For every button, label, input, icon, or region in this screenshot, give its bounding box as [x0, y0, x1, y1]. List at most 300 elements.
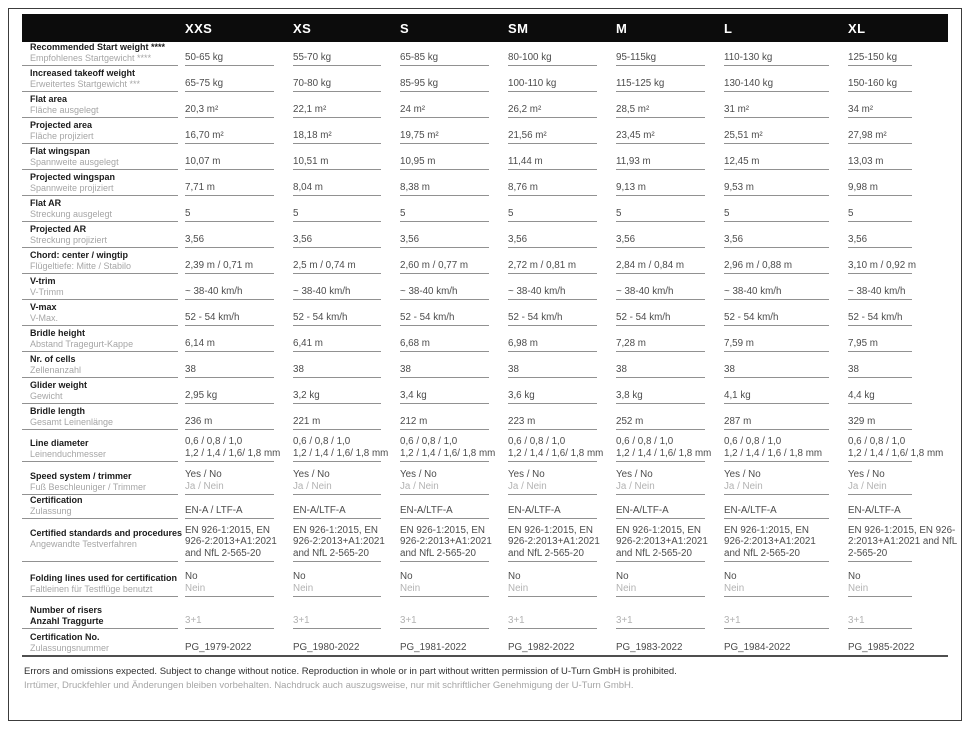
spec-row [22, 42, 948, 66]
value-cell [400, 326, 489, 352]
cell-value: 5 [508, 207, 514, 219]
value-cell [724, 352, 829, 378]
row-label-de: Zulassung [30, 505, 72, 516]
row-label-de: Streckung ausgelegt [30, 208, 113, 219]
value-cell [724, 66, 829, 92]
spec-row [22, 170, 948, 196]
value-cell [293, 518, 385, 562]
cell-value: 3+1 [185, 614, 202, 626]
value-cell [293, 352, 381, 378]
value-cell [616, 274, 705, 300]
value-cell [293, 222, 381, 248]
cell-value: 5 [724, 207, 730, 219]
cell-value: 3,56 [616, 233, 636, 245]
cell-value: Ja / Nein [293, 480, 332, 492]
value-cell [724, 248, 829, 274]
row-label-de: V-Trimm [30, 286, 64, 297]
cell-value: 27,98 m² [848, 129, 887, 141]
value-cell [616, 300, 705, 326]
cell-value: Yes / No [616, 469, 653, 480]
footer-disclaimer [22, 665, 948, 693]
value-cell [724, 326, 829, 352]
cell-value: 7,95 m [848, 337, 878, 349]
column-header-xxs: XXS [185, 20, 213, 36]
cell-value: 80-100 kg [508, 51, 552, 63]
cell-value: 10,95 m [400, 155, 436, 167]
cell-value: 7,71 m [185, 181, 215, 193]
cell-value: 1,2 / 1,4 / 1,6/ 1,8 mm [848, 447, 944, 459]
cell-value: 85-95 kg [400, 77, 439, 89]
row-label-cell [22, 300, 178, 326]
cell-value: Nein [508, 582, 529, 594]
value-cell [848, 300, 912, 326]
value-cell [848, 92, 912, 118]
value-cell [400, 170, 489, 196]
value-cell [185, 326, 274, 352]
value-cell [400, 352, 489, 378]
column-header-m: M [616, 20, 628, 36]
cell-value: 130-140 kg [724, 77, 774, 89]
value-cell [185, 42, 274, 66]
spec-row [22, 518, 958, 562]
row-label-cell [22, 378, 178, 404]
cell-value: 3,56 [293, 233, 313, 245]
value-cell [293, 495, 381, 519]
value-cell [508, 92, 597, 118]
value-cell [724, 378, 829, 404]
value-cell [400, 248, 489, 274]
cell-value: and NfL 2-565-20 [616, 547, 692, 559]
value-cell [616, 196, 705, 222]
column-header-s: S [400, 20, 410, 36]
cell-value: 926-2:2013+A1:2021 [508, 536, 600, 547]
cell-value: Yes / No [724, 469, 761, 480]
value-cell [616, 248, 705, 274]
cell-value: 6,14 m [185, 337, 215, 349]
spec-row [22, 326, 948, 352]
row-label-en: Flat wingspan [30, 146, 91, 156]
value-cell [508, 196, 597, 222]
cell-value: Ja / Nein [848, 480, 887, 492]
value-cell [616, 562, 705, 597]
value-cell [848, 378, 912, 404]
value-cell [293, 300, 381, 326]
row-label-cell [22, 196, 178, 222]
cell-value: Yes / No [400, 469, 437, 480]
cell-value: 22,1 m² [293, 103, 327, 115]
cell-value: 1,2 / 1,4 / 1,6/ 1,8 mm [400, 447, 496, 459]
value-cell [508, 300, 597, 326]
cell-value: 926-2:2013+A1:2021 [724, 536, 816, 547]
row-label-cell [22, 326, 178, 352]
cell-value: PG_1984-2022 [724, 641, 791, 653]
value-cell [185, 404, 274, 430]
value-cell [185, 597, 274, 629]
value-cell [400, 196, 489, 222]
cell-value: ~ 38-40 km/h [848, 285, 906, 297]
cell-value: 38 [848, 363, 859, 375]
cell-value: 3+1 [400, 614, 417, 626]
value-cell [508, 274, 597, 300]
cell-value: 65-75 kg [185, 77, 224, 89]
row-label-de: V-Max. [30, 312, 59, 323]
row-label-en: Line diameter [30, 438, 89, 448]
cell-value: 8,76 m [508, 181, 538, 193]
cell-value: 3+1 [508, 614, 525, 626]
cell-value: 19,75 m² [400, 129, 439, 141]
value-cell [724, 144, 829, 170]
value-cell [185, 462, 274, 495]
value-cell [724, 92, 829, 118]
cell-value: 3,2 kg [293, 389, 320, 401]
cell-value: 8,38 m [400, 181, 430, 193]
row-label-de: Erweitertes Startgewicht *** [30, 78, 141, 89]
value-cell [508, 562, 597, 597]
cell-value: 3+1 [616, 614, 633, 626]
spec-row [22, 274, 948, 300]
row-label-cell [22, 597, 178, 629]
row-label-de: Gesamt Leinenlänge [30, 416, 114, 427]
cell-value: 20,3 m² [185, 103, 219, 115]
value-cell [616, 222, 705, 248]
value-cell [508, 518, 600, 562]
cell-value: No [848, 571, 861, 582]
cell-value: Ja / Nein [185, 480, 224, 492]
value-cell [508, 118, 597, 144]
value-cell [616, 326, 705, 352]
column-header-xl: XL [848, 20, 866, 36]
cell-value: 3,56 [724, 233, 744, 245]
row-label-en: Certified standards and procedures [30, 528, 183, 538]
spec-row [22, 118, 948, 144]
row-label-de: Faltleinen für Testflüge benutzt [30, 583, 153, 594]
value-cell [616, 378, 705, 404]
value-cell [508, 629, 597, 655]
value-cell [185, 378, 274, 404]
value-cell [400, 42, 489, 66]
value-cell [293, 42, 381, 66]
row-label-de: Zellenanzahl [30, 364, 82, 375]
value-cell [616, 66, 705, 92]
value-cell [400, 518, 492, 562]
cell-value: 3,6 kg [508, 389, 535, 401]
value-cell [400, 404, 489, 430]
value-cell [724, 462, 829, 495]
cell-value: 9,53 m [724, 181, 754, 193]
value-cell [616, 462, 705, 495]
row-label-de: Flügeltiefe: Mitte / Stabilo [30, 260, 132, 271]
row-label-de: Angewandte Testverfahren [30, 538, 137, 549]
cell-value: EN-A/LTF-A [508, 504, 561, 516]
cell-value: EN-A/LTF-A [848, 504, 901, 516]
cell-value: 329 m [848, 415, 876, 427]
row-label-en: Number of risers [30, 605, 103, 615]
spec-row [22, 629, 948, 655]
cell-value: EN-A/LTF-A [616, 504, 669, 516]
row-label-cell [22, 42, 178, 66]
value-cell [616, 430, 712, 462]
cell-value: PG_1979-2022 [185, 641, 252, 653]
row-label-cell [22, 629, 178, 655]
value-cell [400, 66, 489, 92]
value-cell [848, 352, 912, 378]
cell-value: 2,95 kg [185, 389, 218, 401]
cell-value: EN-A/LTF-A [724, 504, 777, 516]
value-cell [616, 42, 705, 66]
cell-value: 212 m [400, 415, 428, 427]
cell-value: 25,51 m² [724, 129, 763, 141]
cell-value: Nein [616, 582, 637, 594]
cell-value: 2,39 m / 0,71 m [185, 259, 254, 271]
spec-row [22, 495, 948, 518]
value-cell [185, 352, 274, 378]
value-cell [616, 629, 705, 655]
value-cell [293, 462, 381, 495]
cell-value: and NfL 2-565-20 [293, 547, 369, 559]
cell-value: 0,6 / 0,8 / 1,0 [616, 436, 674, 447]
spec-table [22, 14, 958, 693]
row-label-en: Glider weight [30, 380, 88, 390]
column-header-l: L [724, 20, 733, 36]
value-cell [724, 629, 829, 655]
cell-value: 2,5 m / 0,74 m [293, 259, 356, 271]
row-label-en: Bridle length [30, 406, 86, 416]
cell-value: PG_1981-2022 [400, 641, 467, 653]
cell-value: PG_1985-2022 [848, 641, 915, 653]
value-cell [293, 118, 381, 144]
cell-value: PG_1983-2022 [616, 641, 683, 653]
row-label-de: Leinenduchmesser [30, 448, 107, 459]
row-label-cell [22, 430, 178, 462]
value-cell [293, 170, 381, 196]
cell-value: Nein [293, 582, 314, 594]
value-cell [848, 518, 958, 562]
row-label-en: Projected AR [30, 224, 87, 234]
row-label-cell [22, 352, 178, 378]
row-label-en: Increased takeoff weight [30, 68, 136, 78]
cell-value: 223 m [508, 415, 536, 427]
cell-value: 2,72 m / 0,81 m [508, 259, 577, 271]
row-label-de: Spannweite ausgelegt [30, 156, 119, 167]
cell-value: No [508, 571, 521, 582]
value-cell [508, 495, 597, 519]
cell-value: 3,56 [848, 233, 868, 245]
cell-value: 34 m² [848, 103, 874, 115]
value-cell [508, 430, 604, 462]
value-cell [508, 352, 597, 378]
cell-value: 0,6 / 0,8 / 1,0 [293, 436, 351, 447]
cell-value: No [724, 571, 737, 582]
value-cell [293, 66, 381, 92]
row-label-cell [22, 118, 178, 144]
value-cell [293, 144, 381, 170]
value-cell [848, 222, 912, 248]
value-cell [724, 196, 829, 222]
cell-value: 11,93 m [616, 155, 651, 167]
value-cell [185, 66, 274, 92]
cell-value: EN 926-1:2015, EN [185, 524, 270, 536]
row-label-de: Gewicht [30, 390, 63, 401]
cell-value: 5 [616, 207, 622, 219]
spec-row [22, 222, 948, 248]
cell-value: Yes / No [185, 469, 222, 480]
value-cell [724, 300, 829, 326]
cell-value: Ja / Nein [616, 480, 655, 492]
row-label-de: Empfohlenes Startgewicht **** [30, 52, 152, 63]
value-cell [848, 629, 915, 655]
cell-value: 3,4 kg [400, 389, 427, 401]
spec-row [22, 352, 948, 378]
cell-value: EN-A/LTF-A [293, 504, 346, 516]
cell-value: 1,2 / 1,4 / 1,6/ 1,8 mm [508, 447, 604, 459]
value-cell [293, 92, 381, 118]
cell-value: Yes / No [508, 469, 545, 480]
cell-value: Ja / Nein [400, 480, 439, 492]
value-cell [293, 326, 381, 352]
value-cell [724, 597, 829, 629]
value-cell [724, 222, 829, 248]
row-label-en: Projected area [30, 120, 93, 130]
cell-value: 0,6 / 0,8 / 1,0 [724, 436, 782, 447]
value-cell [848, 562, 912, 597]
cell-value: 26,2 m² [508, 103, 542, 115]
value-cell [848, 42, 912, 66]
value-cell [724, 170, 829, 196]
cell-value: and NfL 2-565-20 [724, 547, 800, 559]
value-cell [508, 248, 597, 274]
row-label-en: Certification No. [30, 632, 100, 642]
value-cell [724, 274, 829, 300]
value-cell [508, 42, 597, 66]
value-cell [848, 326, 912, 352]
cell-value: 221 m [293, 415, 321, 427]
cell-value: 0,6 / 0,8 / 1,0 [508, 436, 566, 447]
value-cell [400, 92, 489, 118]
row-label-en: Nr. of cells [30, 354, 76, 364]
value-cell [400, 495, 489, 519]
cell-value: 10,07 m [185, 155, 221, 167]
row-label-de: Fläche ausgelegt [30, 104, 99, 115]
row-label-de: Zulassungsnummer [30, 642, 110, 653]
cell-value: PG_1982-2022 [508, 641, 575, 653]
row-label-cell [22, 274, 178, 300]
cell-value: 926-2:2013+A1:2021 [293, 536, 385, 547]
cell-value: 65-85 kg [400, 51, 439, 63]
value-cell [185, 92, 274, 118]
cell-value: 1,2 / 1,4 / 1,6/ 1,8 mm [185, 447, 281, 459]
cell-value: 926-2:2013+A1:2021 [185, 536, 277, 547]
cell-value: EN 926-1:2015, EN [616, 524, 701, 536]
row-label-cell [22, 462, 178, 495]
cell-value: 3,56 [400, 233, 420, 245]
value-cell [400, 144, 489, 170]
value-cell [185, 118, 274, 144]
row-label-cell [22, 518, 183, 562]
value-cell [185, 248, 274, 274]
cell-value: 4,1 kg [724, 389, 751, 401]
value-cell [508, 170, 597, 196]
value-cell [400, 597, 489, 629]
spec-row [22, 66, 948, 92]
cell-value: ~ 38-40 km/h [185, 285, 243, 297]
cell-value: Nein [848, 582, 869, 594]
cell-value: 1,2 / 1,4 / 1,6/ 1,8 mm [616, 447, 712, 459]
value-cell [848, 597, 912, 629]
value-cell [616, 404, 705, 430]
cell-value: No [293, 571, 306, 582]
cell-value: 28,5 m² [616, 103, 650, 115]
value-cell [185, 144, 274, 170]
row-label-en: Chord: center / wingtip [30, 250, 128, 260]
cell-value: Yes / No [293, 469, 330, 480]
cell-value: 8,04 m [293, 181, 323, 193]
value-cell [616, 597, 705, 629]
cell-value: 50-65 kg [185, 51, 224, 63]
cell-value: ~ 38-40 km/h [508, 285, 566, 297]
cell-value: 52 - 54 km/h [724, 311, 779, 323]
value-cell [724, 404, 829, 430]
value-cell [724, 495, 829, 519]
cell-value: 52 - 54 km/h [508, 311, 563, 323]
cell-value: 1,2 / 1,4 / 1,6 / 1,8 mm [724, 447, 823, 459]
value-cell [848, 404, 912, 430]
value-cell [185, 562, 274, 597]
value-cell [400, 222, 489, 248]
row-label-en: V-trim [30, 276, 56, 286]
cell-value: 5 [293, 207, 299, 219]
cell-value: 52 - 54 km/h [185, 311, 240, 323]
row-label-cell [22, 562, 178, 597]
cell-value: EN 926-1:2015, EN [508, 524, 593, 536]
cell-value: 95-115kg [616, 51, 657, 63]
cell-value: ~ 38-40 km/h [293, 285, 351, 297]
cell-value: 3+1 [293, 614, 310, 626]
value-cell [508, 144, 597, 170]
value-cell [724, 42, 829, 66]
cell-value: 115-125 kg [616, 77, 665, 89]
value-cell [293, 378, 381, 404]
row-label-cell [22, 92, 178, 118]
cell-value: EN 926-1:2015, EN [400, 524, 485, 536]
cell-value: 21,56 m² [508, 129, 547, 141]
cell-value: 24 m² [400, 103, 426, 115]
spec-row [22, 300, 948, 326]
value-cell [400, 462, 489, 495]
row-label-en: Recommended Start weight **** [30, 42, 166, 52]
cell-value: 38 [508, 363, 519, 375]
cell-value: ~ 38-40 km/h [724, 285, 782, 297]
value-cell [848, 66, 912, 92]
value-cell [400, 274, 489, 300]
cell-value: Ja / Nein [724, 480, 763, 492]
spec-row [22, 404, 948, 430]
cell-value: 55-70 kg [293, 51, 332, 63]
cell-value: 38 [616, 363, 627, 375]
value-cell [400, 378, 489, 404]
row-label-en: Bridle height [30, 328, 86, 338]
value-cell [616, 518, 708, 562]
value-cell [848, 274, 912, 300]
cell-value: 150-160 kg [848, 77, 898, 89]
cell-value: 18,18 m² [293, 129, 332, 141]
cell-value: 6,98 m [508, 337, 538, 349]
cell-value: 7,28 m [616, 337, 646, 349]
cell-value: 926-2:2013+A1:2021 [400, 536, 492, 547]
value-cell [508, 222, 597, 248]
cell-value: No [400, 571, 413, 582]
cell-value: 31 m² [724, 103, 750, 115]
value-cell [400, 629, 489, 655]
